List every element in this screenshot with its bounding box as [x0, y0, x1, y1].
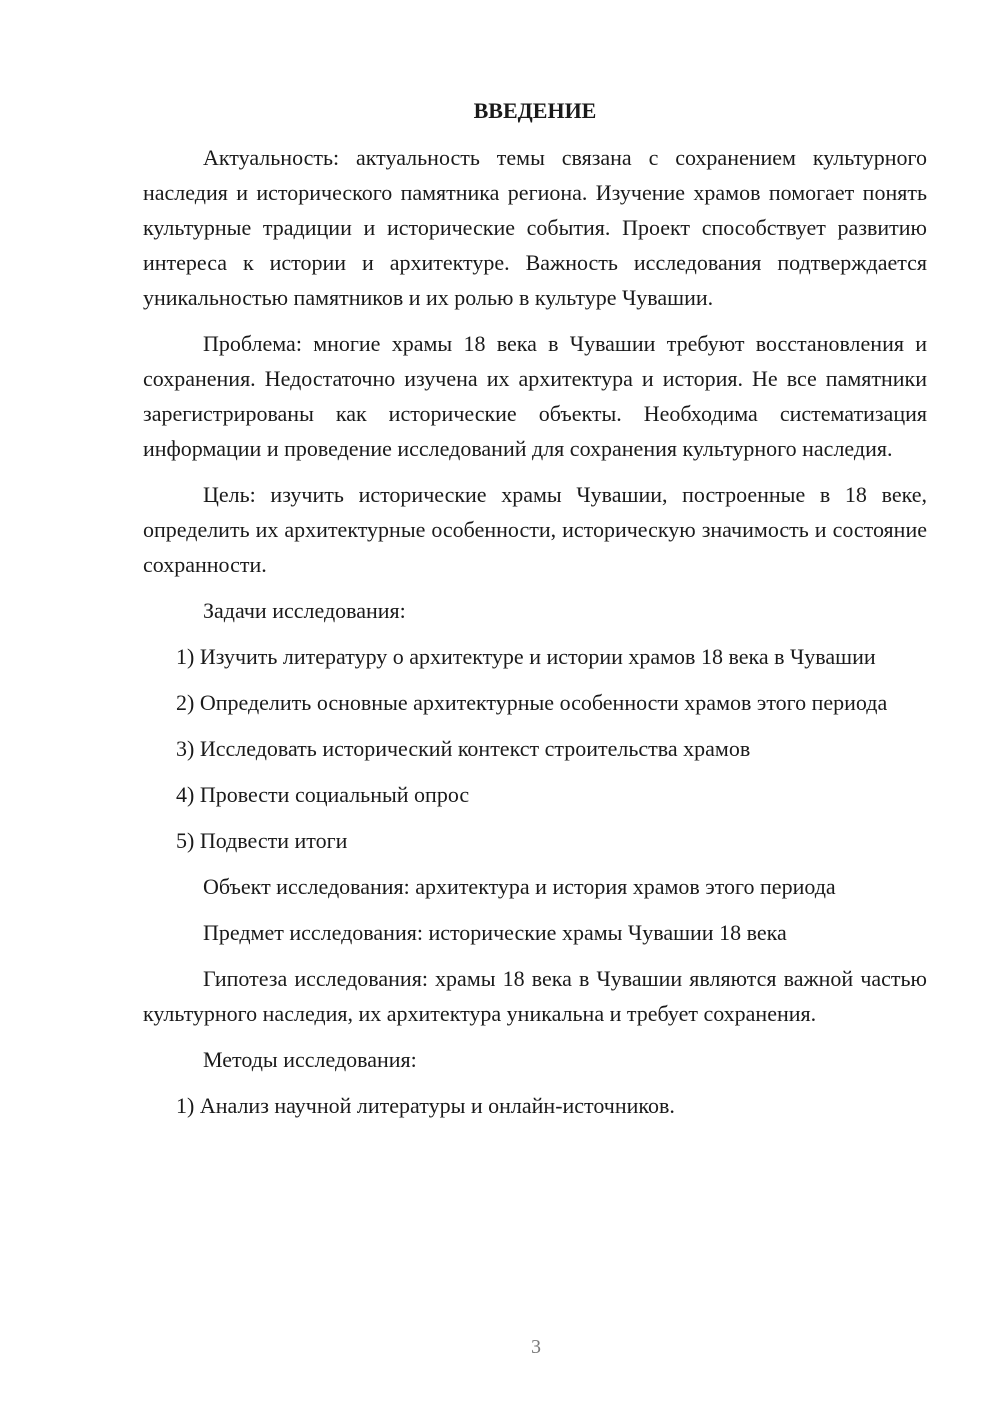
- task-item-3: 3) Исследовать исторический контекст строительства храмов: [176, 736, 751, 761]
- methods-heading: Методы исследования:: [203, 1047, 417, 1072]
- page-number: 3: [531, 1336, 541, 1358]
- task-item-2: 2) Определить основные архитектурные особенности храмов этого периода: [176, 690, 888, 715]
- task-item-5: 5) Подвести итоги: [176, 828, 348, 853]
- research-subject: Предмет исследования: исторические храмы Чувашии 18 века: [203, 920, 787, 945]
- task-item-1: 1) Изучить литературу о архитектуре и истории храмов 18 века в Чувашии: [176, 644, 876, 669]
- goal-paragraph: Цель: изучить исторические храмы Чувашии, построенные в 18 веке, определить их архитектурные особенности, историческую значимость и состояние сохранности.: [143, 482, 927, 577]
- page-content: [143, 96, 927, 1134]
- page-title: ВВЕДЕНИЕ: [473, 98, 597, 123]
- research-object: Объект исследования: архитектура и история храмов этого периода: [203, 874, 836, 899]
- method-item-1: 1) Анализ научной литературы и онлайн-источников.: [176, 1093, 675, 1118]
- research-hypothesis: Гипотеза исследования: храмы 18 века в Чувашии являются важной частью культурного наследия, их архитектура уникальна и требует сохранения.: [143, 966, 927, 1026]
- problem-paragraph: Проблема: многие храмы 18 века в Чувашии требуют восстановления и сохранения. Недостаточно изучена их архитектура и история. Не все памятники зарегистрированы как исторические объекты. Необходима систематизация информации и проведение исследований для сохранения культурного наследия.: [143, 331, 927, 461]
- relevance-paragraph: Актуальность: актуальность темы связана с сохранением культурного наследия и исторического памятника региона. Изучение храмов помогает понять культурные традиции и исторические события. Проект способствует развитию интереса к истории и архитектуре. Важность исследования подтверждается уникальностью памятников и их ролью в культуре Чувашии.: [143, 145, 927, 310]
- task-item-4: 4) Провести социальный опрос: [176, 782, 470, 807]
- tasks-heading: Задачи исследования:: [203, 598, 406, 623]
